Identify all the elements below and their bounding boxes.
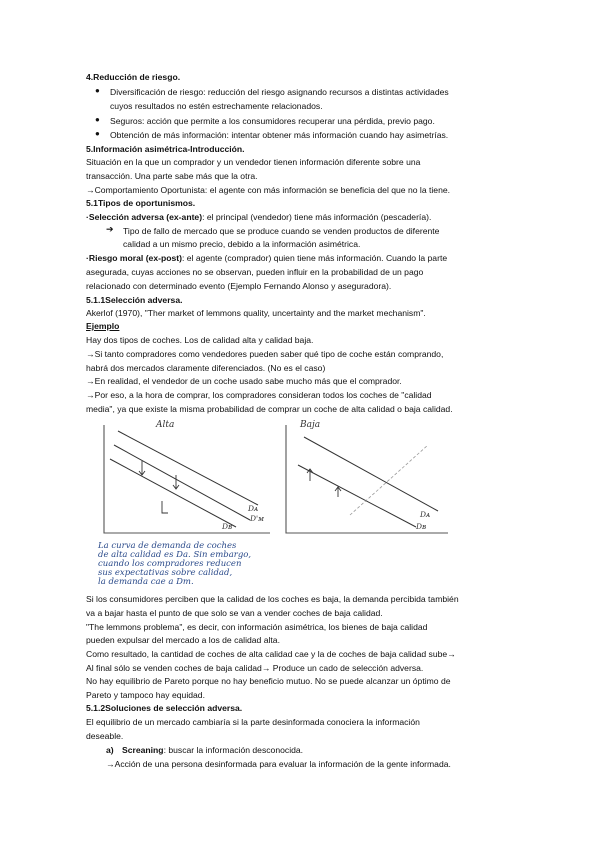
label-da-right: Dᴀ (420, 510, 431, 519)
screaning-marker: a) (106, 745, 114, 755)
fallo-mercado-line2: calidad a un mismo precio, debido a la información asimétrica. (123, 239, 361, 249)
section-5-title: 5.Información asimétrica-Introducción. (86, 144, 245, 154)
screaning-item (106, 744, 303, 756)
ejemplo-heading: Ejemplo (86, 321, 120, 331)
riesgo-moral-text: : el agente (comprador) quien tiene más información. Cuando la parte (181, 253, 448, 263)
curve-da-right (304, 437, 438, 511)
arrow-bullet-icon: ➔ (106, 224, 114, 234)
curve-db-left (110, 459, 236, 527)
ejemplo-line3: habrá dos mercados claramente diferenciados. (No es el caso) (86, 363, 326, 373)
bullet-icon: ● (95, 86, 100, 95)
label-db-left: Dʙ (222, 522, 233, 531)
s5-paragraph-line1: Situación en la que un comprador y un vendedor tienen información diferente sobre una (86, 157, 421, 167)
curve-da-left (118, 431, 258, 505)
label-dm-left: D'ᴍ (250, 514, 264, 523)
ejemplo-line4: →En realidad, el vendedor de un coche usado sabe mucho más que el comprador. (86, 376, 402, 386)
section-511-title: 5.1.1Selección adversa. (86, 295, 183, 305)
note-line1: La curva de demanda de coches (98, 541, 237, 551)
left-graph-title: Alta (156, 420, 175, 430)
note-line3: cuando los compradores reducen (98, 559, 242, 569)
seleccion-adversa-label: ·Selección adversa (ex-ante) (86, 212, 203, 222)
note-line4: sus expectativas sobre calidad, (98, 568, 233, 578)
ejemplo-line2: →Si tanto compradores como vendedores pueden saber qué tipo de coche están comprando, (86, 349, 444, 359)
seleccion-adversa-text: : el principal (vendedor) tiene más información (pescadería). (202, 212, 432, 222)
screaning-arrow-line: →Acción de una persona desinformada para evaluar la información de la gente informada. (106, 759, 451, 769)
after-line3: "The lemmons problema", es decir, con información asimétrica, los bienes de baja calidad (86, 622, 428, 632)
label-da-left: Dᴀ (248, 504, 259, 513)
down-arrow-icon (139, 461, 145, 475)
screaning-text: : buscar la información desconocida. (163, 745, 304, 755)
up-arrow-icon (307, 469, 313, 481)
s512-paragraph-line2: deseable. (86, 731, 124, 741)
after-line8: Pareto y tampoco hay equidad. (86, 690, 205, 700)
after-line6: Al final sólo se venden coches de baja calidad→ Produce un cado de selección adversa. (86, 663, 424, 673)
ejemplo-line5: →Por eso, a la hora de comprar, los compradores consideran todos los coches de "calidad (86, 390, 432, 400)
down-arrow-icon (173, 475, 179, 489)
after-line2: va a bajar hasta el punto de que solo se van a vender coches de baja calidad. (86, 608, 383, 618)
after-line4: pueden expulsar del mercado a los de calidad alta. (86, 635, 280, 645)
bullet-seguros: Seguros: acción que permite a los consumidores recuperar una pérdida, previo pago. (110, 116, 435, 126)
seleccion-adversa-def (86, 211, 431, 223)
fallo-mercado-line1: Tipo de fallo de mercado que se produce cuando se venden productos de diferente (123, 226, 440, 236)
s5-paragraph-line2: transacción. Una parte sabe más que la otra. (86, 171, 258, 181)
riesgo-moral-line3: relacionado con determinado evento (Ejemplo Fernando Alonso y aseguradora). (86, 281, 392, 291)
akerlof-reference: Akerlof (1970), "Ther market of lemmons quality, uncertainty and the market mechanism". (86, 308, 426, 318)
section-512-title: 5.1.2Soluciones de selección adversa. (86, 703, 243, 713)
up-arrow-icon (335, 487, 341, 497)
screaning-label: Screaning (122, 745, 164, 755)
riesgo-moral-line2: asegurada, cuyas acciones no se observan, pueden influir en la probabilidad de un pago (86, 267, 424, 277)
ejemplo-line6: media", ya que existe la misma probabilidad de comprar un coche de alta calidad o baja calidad. (86, 404, 453, 414)
supply-dashed-line (350, 445, 428, 515)
curve-db-right (298, 465, 416, 527)
section-4-title: 4.Reducción de riesgo. (86, 72, 181, 82)
label-db-right: Dʙ (416, 522, 427, 531)
s512-paragraph-line1: El equilibrio de un mercado cambiaría si la parte desinformada conociera la información (86, 717, 420, 727)
riesgo-moral-def (86, 252, 447, 264)
bullet-obtencion: Obtención de más información: intentar obtener más información cuando hay asimetrías. (110, 130, 449, 140)
note-line2: de alta calidad es Da. Sin embargo, (98, 550, 252, 560)
section-51-title: 5.1Tipos de oportunismos. (86, 198, 196, 208)
bullet-icon: ● (95, 115, 100, 124)
after-line5: Como resultado, la cantidad de coches de alta calidad cae y la de coches de baja calidad sube→ (86, 649, 456, 659)
bullet-diversificacion: Diversificación de riesgo: reducción del riesgo asignando recursos a distintas actividades (110, 87, 449, 97)
note-line5: la demanda cae a Dm. (98, 577, 194, 587)
s5-oportunista: →Comportamiento Oportunista: el agente con más información se beneficia del que no la tiene. (86, 185, 451, 195)
demand-curves-figure (90, 415, 530, 590)
down-arrow-icon (162, 501, 168, 513)
curve-dm-left (114, 445, 250, 520)
after-line7: No hay equilibrio de Pareto porque no hay beneficio mutuo. No se puede alcanzar un óptimo de (86, 676, 451, 686)
riesgo-moral-label: ·Riesgo moral (ex-post) (86, 253, 182, 263)
after-line1: Si los consumidores perciben que la calidad de los coches es baja, la demanda percibida también (86, 594, 459, 604)
ejemplo-line1: Hay dos tipos de coches. Los de calidad alta y calidad baja. (86, 335, 314, 345)
bullet-diversificacion-cont: cuyos resultados no estén estrechamente relacionados. (110, 101, 323, 111)
handwritten-note (97, 541, 251, 587)
bullet-icon: ● (95, 129, 100, 138)
right-graph-title: Baja (300, 420, 321, 430)
